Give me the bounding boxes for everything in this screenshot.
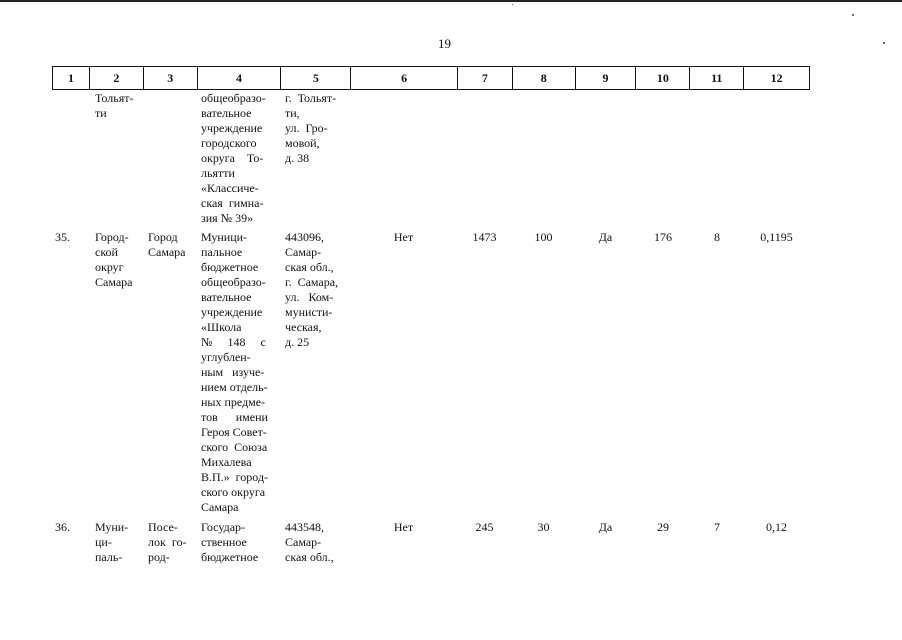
settlement-cell: Город Самара [148,230,186,259]
column-header-12: 12 [770,70,783,85]
institution-name-cell: Государ- ственное бюджетное [201,520,259,564]
row-number-cell: 35. [55,230,70,244]
column-10-cell: 29 [657,520,669,534]
column-8-cell: 30 [537,520,550,534]
column-12-cell: 0,12 [766,520,787,534]
scan-speck [852,14,854,16]
column-header-2: 2 [90,67,144,89]
column-9-cell: Да [598,520,613,534]
column-7-cell: 1473 [472,230,497,244]
column-header-3: 3 [144,67,198,89]
municipality-cell: Город- ской округ Самара [95,230,133,289]
row-number-cell: 36. [55,520,70,534]
scan-speck [512,4,513,5]
address-cell: 443096, Самар- ская обл., г. Самара, ул. Ком- мунисти- ческая, д. 25 [285,230,339,349]
column-header-1: 1 [53,67,90,89]
institution-name-cell: Муници- пальное бюджетное общеобразо- вательное учреждение «Школа № 148 с углублен- ным изуче- нием отдель- ных предме- тов имени Героя Совет- ского Союза Михалева В.П.» город- ского округа Самара [201,230,269,514]
column-header-10: 10 [636,67,690,89]
top-border-line [0,0,902,2]
column-11-cell: 7 [714,520,720,534]
column-7-cell: 245 [475,520,494,534]
institution-name-cell: общеобразо- вательное учреждение городского округа То- льятти «Классиче- ская гимна- зия № 39» [201,91,266,225]
column-header-6: 6 [351,67,458,89]
column-header-8: 8 [513,67,576,89]
settlement-cell: Посе- лок го- род- [148,520,187,564]
column-12-cell: 0,1195 [760,230,793,244]
column-header-7: 7 [458,67,513,89]
column-11-cell: 8 [714,230,720,244]
column-6-cell: Нет [393,520,414,534]
column-6-cell: Нет [393,230,414,244]
municipality-cell: Тольят- ти [95,91,134,120]
address-cell: 443548, Самар- ская обл., [285,520,334,564]
column-header-4: 4 [198,67,282,89]
municipality-cell: Муни- ци- паль- [95,520,129,564]
column-header-11: 11 [690,67,744,89]
column-header-9: 9 [576,67,637,89]
page-number: 19 [438,36,451,51]
scan-speck [883,42,885,44]
table-header-row [52,66,810,90]
column-header-5: 5 [281,67,351,89]
column-8-cell: 100 [534,230,553,244]
address-cell: г. Тольят- ти, ул. Гро- мовой, д. 38 [285,91,337,165]
column-9-cell: Да [598,230,613,244]
column-10-cell: 176 [654,230,672,244]
